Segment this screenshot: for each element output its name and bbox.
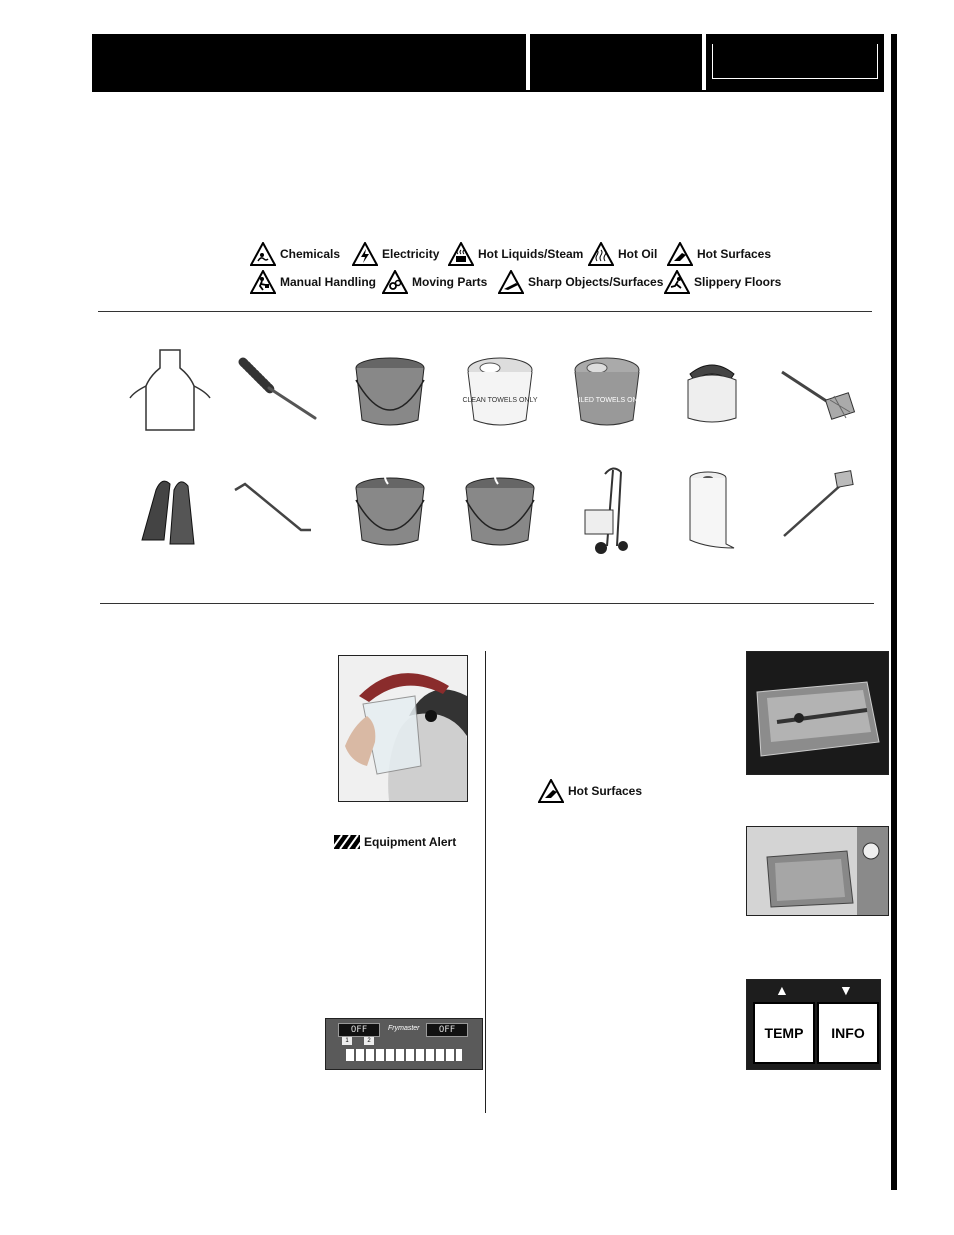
sharp-objects-hazard-icon — [498, 270, 524, 294]
header-bar-left — [92, 34, 526, 90]
apron-icon — [120, 340, 220, 440]
column-divider — [485, 651, 486, 1113]
soiled-towels-label: SOILED TOWELS ONLY — [568, 397, 646, 404]
hazard-label: Sharp Objects/Surfaces — [528, 275, 664, 289]
hazard-label: Moving Parts — [412, 275, 488, 289]
header-inner-frame — [712, 44, 878, 79]
hazard-label: Chemicals — [280, 247, 341, 261]
info-button[interactable]: INFO — [817, 1002, 879, 1064]
hazard-hot-oil — [588, 242, 657, 266]
display-right: OFF — [426, 1023, 468, 1037]
clean-towels-label: CLEAN TOWELS ONLY — [462, 397, 538, 404]
controller-btn-1[interactable]: 1 — [342, 1037, 352, 1045]
hazard-label: Hot Liquids/Steam — [478, 247, 584, 261]
controller-key-row[interactable] — [346, 1049, 462, 1061]
brush-icon — [225, 340, 325, 440]
hazard-manual-handling — [250, 270, 376, 294]
hazard-sharp-objects — [498, 270, 663, 294]
hot-surfaces-alert — [538, 779, 642, 803]
hot-liquids-steam-hazard-icon — [448, 242, 474, 266]
hazard-label: Hot Oil — [618, 247, 658, 261]
hot-surfaces-label: Hot Surfaces — [568, 784, 643, 798]
hazard-electricity — [352, 242, 439, 266]
header-underline — [92, 90, 884, 92]
equipment-alert-icon — [334, 835, 360, 849]
electricity-hazard-icon — [352, 242, 378, 266]
hazard-hot-surfaces — [667, 242, 771, 266]
controller-photo — [325, 1018, 483, 1070]
soiled-towels-bucket-icon — [557, 340, 657, 440]
header-bar-middle — [530, 34, 702, 90]
slippery-floors-hazard-icon — [664, 270, 690, 294]
hazard-label: Hot Surfaces — [697, 247, 772, 261]
hook-tool-icon — [225, 460, 325, 560]
chemicals-hazard-icon — [250, 242, 276, 266]
gloves-icon — [120, 460, 220, 560]
hot-surfaces-hazard-icon — [667, 242, 693, 266]
hazard-chemicals — [250, 242, 340, 266]
equipment-alert-label: Equipment Alert — [364, 835, 457, 849]
hazard-moving-parts — [382, 270, 487, 294]
face-shield-photo — [338, 655, 468, 802]
hazard-hot-liquids — [448, 242, 583, 266]
hot-surfaces-alert-icon — [538, 779, 564, 803]
filter-pan-photo — [746, 826, 889, 916]
steaming-bucket-icon — [340, 460, 440, 560]
page-edge-rule — [891, 34, 897, 1190]
clean-towels-bucket-icon — [450, 340, 550, 440]
face-shield-icon — [662, 340, 762, 440]
controller-brand: Frymaster — [388, 1025, 420, 1032]
section-divider-bottom — [100, 603, 874, 604]
oil-cart-icon — [557, 460, 657, 560]
fryer-vat-photo — [746, 651, 889, 775]
long-scraper-icon — [770, 460, 870, 560]
hazard-label: Slippery Floors — [694, 275, 782, 289]
hot-oil-hazard-icon — [588, 242, 614, 266]
hazard-slippery-floors — [664, 270, 781, 294]
manual-handling-hazard-icon — [250, 270, 276, 294]
hazard-label: Electricity — [382, 247, 440, 261]
equipment-alert — [334, 835, 456, 849]
section-divider-top — [98, 311, 872, 312]
up-arrow-icon: ▲ — [775, 982, 789, 998]
scraper-icon — [770, 340, 870, 440]
bucket-icon — [340, 340, 440, 440]
paper-roll-icon — [662, 460, 762, 560]
controller-btn-2[interactable]: 2 — [364, 1037, 374, 1045]
temp-button[interactable]: TEMP — [753, 1002, 815, 1064]
display-left: OFF — [338, 1023, 380, 1037]
keypad-photo — [746, 979, 881, 1070]
hazard-label: Manual Handling — [280, 275, 376, 289]
down-arrow-icon: ▼ — [839, 982, 853, 998]
steaming-bucket-icon-2 — [450, 460, 550, 560]
moving-parts-hazard-icon — [382, 270, 408, 294]
